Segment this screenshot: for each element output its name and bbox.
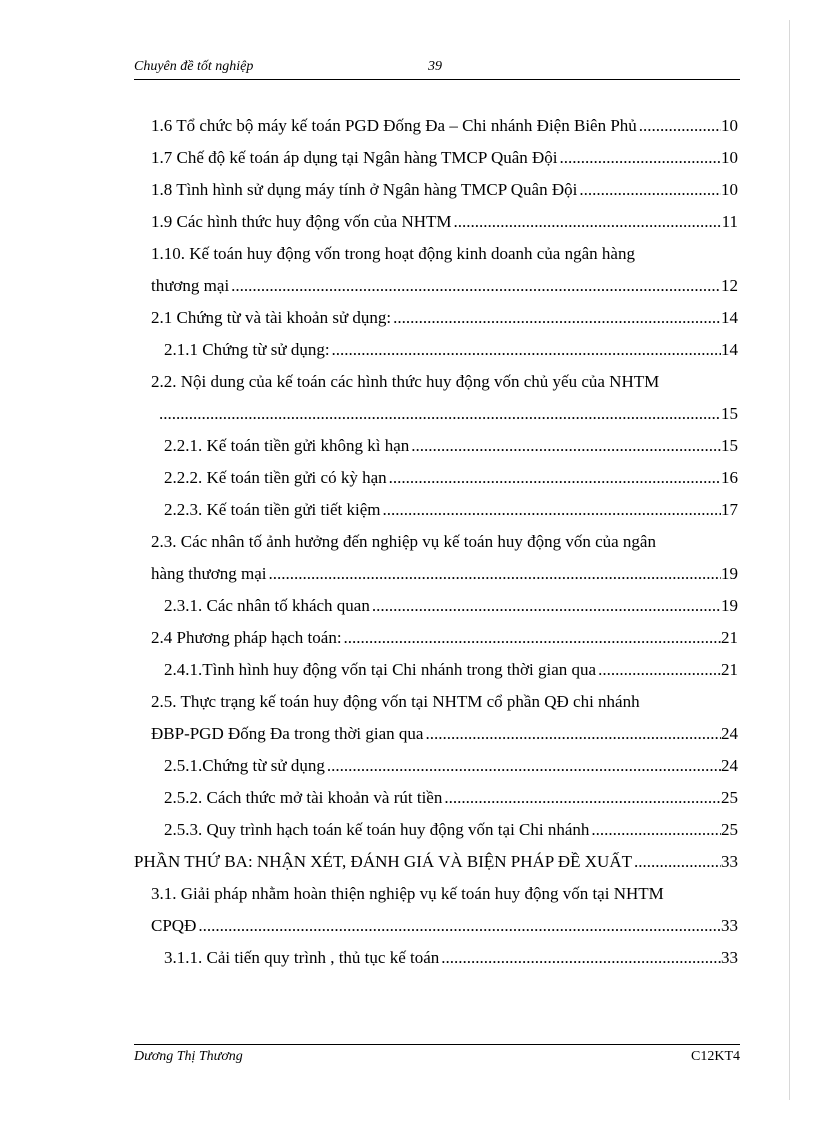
toc-entry[interactable] (134, 206, 740, 238)
toc-entry-title: 2.3.1. Các nhân tố khách quan (164, 596, 370, 615)
dot-leader (579, 174, 721, 206)
dot-leader (327, 750, 721, 782)
toc-entry-page: 33 (721, 852, 738, 871)
toc-entry-title: hàng thương mại (151, 564, 267, 583)
toc-entry[interactable] (134, 494, 740, 526)
toc-entry-page: 19 (721, 564, 738, 583)
toc-entry[interactable] (134, 334, 740, 366)
toc-entry[interactable] (134, 814, 740, 846)
dot-leader (372, 590, 721, 622)
toc-entry[interactable] (134, 846, 740, 878)
dot-leader (639, 110, 721, 142)
toc-entry-title: 2.1 Chứng từ và tài khoản sử dụng: (151, 308, 392, 327)
toc-entry[interactable] (134, 942, 740, 974)
toc-entry[interactable] (134, 590, 740, 622)
toc-entry-page: 17 (721, 500, 738, 519)
toc-entry[interactable] (134, 462, 740, 494)
dot-leader (332, 334, 721, 366)
dot-leader (389, 462, 721, 494)
dot-leader (591, 814, 721, 846)
header-page-number: 39 (428, 59, 442, 74)
page-footer (134, 1044, 740, 1069)
footer-author: Dương Thị Thương (134, 1049, 243, 1064)
toc-entry[interactable] (134, 878, 740, 942)
toc-entry-page: 10 (721, 116, 738, 135)
toc-entry-title: 2.2.3. Kế toán tiền gửi tiết kiệm (164, 500, 381, 519)
toc-entry-title: PHẦN THỨ BA: NHẬN XÉT, ĐÁNH GIÁ VÀ BIỆN PHÁP ĐỀ XUẤT (134, 852, 632, 871)
dot-leader (411, 430, 721, 462)
toc-entry[interactable] (134, 686, 740, 750)
toc-entry[interactable] (134, 110, 740, 142)
toc-entry-page: 10 (721, 148, 738, 167)
dot-leader (231, 270, 721, 302)
toc-entry[interactable] (134, 366, 740, 430)
dot-leader (454, 206, 722, 238)
toc-entry-page: 15 (721, 436, 738, 455)
page-edge (789, 20, 790, 1100)
toc-entry[interactable] (134, 430, 740, 462)
toc-entry[interactable] (134, 622, 740, 654)
header-title: Chuyên đề tốt nghiệp (134, 59, 254, 74)
toc-entry[interactable] (134, 142, 740, 174)
toc-entry-page: 10 (721, 180, 738, 199)
toc-entry-page: 33 (721, 948, 738, 967)
toc-entry-page: 33 (721, 916, 738, 935)
toc-entry-title-line: 3.1. Giải pháp nhằm hoàn thiện nghiệp vụ kế toán huy động vốn tại NHTM (151, 884, 664, 903)
dot-leader (393, 302, 721, 334)
toc-entry[interactable] (134, 782, 740, 814)
dot-leader (382, 494, 721, 526)
toc-entry-page: 14 (721, 308, 738, 327)
toc-entry-title: 2.2.1. Kế toán tiền gửi không kì hạn (164, 436, 410, 455)
toc-entry-title-line: 1.10. Kế toán huy động vốn trong hoạt động kinh doanh của ngân hàng (151, 244, 635, 263)
toc-entry[interactable] (134, 238, 740, 302)
toc-entry-page: 11 (721, 212, 738, 231)
toc-entry-title: 2.1.1 Chứng từ sử dụng: (164, 340, 330, 359)
toc-entry-page: 24 (721, 756, 738, 775)
toc-entry-title: ĐBP-PGD Đống Đa trong thời gian qua (151, 724, 424, 743)
dot-leader (444, 782, 721, 814)
table-of-contents (134, 110, 740, 974)
toc-entry-title: 3.1.1. Cải tiến quy trình , thủ tục kế toán (164, 948, 440, 967)
footer-class-code: C12KT4 (691, 1049, 740, 1064)
dot-leader (159, 398, 721, 430)
dot-leader (441, 942, 721, 974)
toc-entry[interactable] (134, 174, 740, 206)
toc-entry[interactable] (134, 526, 740, 590)
toc-entry-page: 15 (721, 404, 738, 423)
dot-leader (560, 142, 721, 174)
dot-leader (344, 622, 721, 654)
toc-entry-page: 14 (721, 340, 738, 359)
toc-entry-page: 25 (721, 820, 738, 839)
toc-entry[interactable] (134, 302, 740, 334)
toc-entry-title: 1.8 Tình hình sử dụng máy tính ở Ngân hàng TMCP Quân Đội (151, 180, 578, 199)
toc-entry-title-line: 2.2. Nội dung của kế toán các hình thức huy động vốn chủ yếu của NHTM (151, 372, 660, 391)
dot-leader (198, 910, 721, 942)
toc-entry-title: 2.5.1.Chứng từ sử dụng (164, 756, 325, 775)
dot-leader (634, 846, 721, 878)
toc-entry-title: 2.4.1.Tình hình huy động vốn tại Chi nhánh trong thời gian qua (164, 660, 597, 679)
toc-entry-title: 2.5.2. Cách thức mở tài khoản và rút tiền (164, 788, 443, 807)
toc-entry-page: 16 (721, 468, 738, 487)
toc-entry-title-line: 2.5. Thực trạng kế toán huy động vốn tại NHTM cổ phần QĐ chi nhánh (151, 692, 640, 711)
toc-entry-title: 2.4 Phương pháp hạch toán: (151, 628, 342, 647)
toc-entry-title: 1.6 Tổ chức bộ máy kế toán PGD Đống Đa – Chi nhánh Điện Biên Phủ (151, 116, 637, 135)
toc-entry-title-line: 2.3. Các nhân tố ảnh hưởng đến nghiệp vụ kế toán huy động vốn của ngân (151, 532, 656, 551)
dot-leader (598, 654, 721, 686)
toc-entry-title: 2.2.2. Kế toán tiền gửi có kỳ hạn (164, 468, 387, 487)
toc-entry-page: 24 (721, 724, 738, 743)
page-header (134, 57, 740, 80)
dot-leader (425, 718, 721, 750)
toc-entry-title: 1.9 Các hình thức huy động vốn của NHTM (151, 212, 452, 231)
toc-entry-page: 21 (721, 660, 738, 679)
toc-entry[interactable] (134, 750, 740, 782)
toc-entry-title: 2.5.3. Quy trình hạch toán kế toán huy động vốn tại Chi nhánh (164, 820, 590, 839)
toc-entry-title: CPQĐ (151, 916, 197, 935)
toc-entry-page: 21 (721, 628, 738, 647)
toc-entry-page: 12 (721, 276, 738, 295)
toc-entry[interactable] (134, 654, 740, 686)
toc-entry-title: 1.7 Chế độ kế toán áp dụng tại Ngân hàng TMCP Quân Đội (151, 148, 558, 167)
toc-entry-title: thương mại (151, 276, 230, 295)
toc-entry-page: 19 (721, 596, 738, 615)
dot-leader (268, 558, 721, 590)
toc-entry-page: 25 (721, 788, 738, 807)
